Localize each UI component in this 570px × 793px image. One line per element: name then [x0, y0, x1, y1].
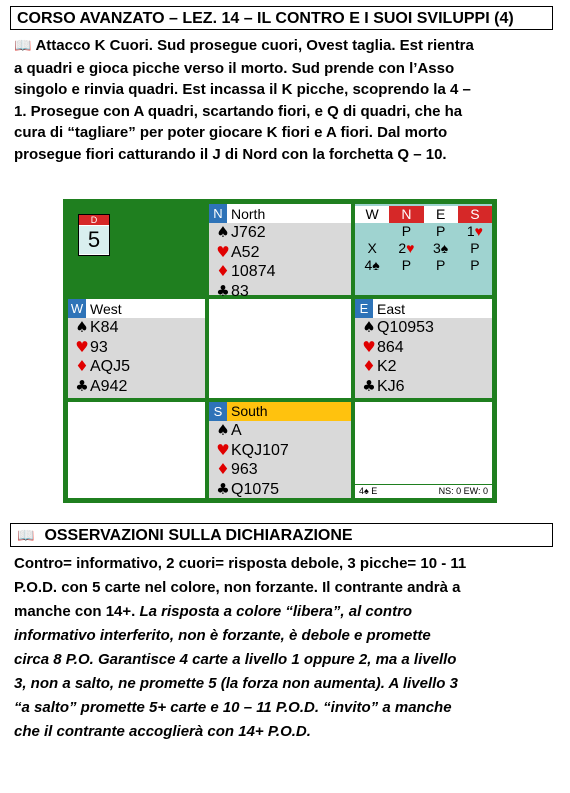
obs-line: manche con 14+. La risposta a colore “libera”, al contro — [14, 603, 413, 620]
west-seat-badge: W — [68, 299, 86, 318]
west-spades: ♠K84 — [75, 318, 119, 336]
diamond-icon: ♦ — [362, 357, 376, 375]
heart-icon: ♥ — [216, 242, 230, 261]
south-spades: ♠A — [216, 421, 242, 439]
diamond-icon: ♦ — [216, 460, 230, 478]
play-description — [14, 35, 559, 165]
bridge-diagram — [63, 199, 497, 503]
east-name: East — [377, 300, 406, 317]
east-seat-badge: E — [355, 299, 373, 318]
north-spades: ♠J762 — [216, 223, 266, 241]
dealer-label: D — [79, 215, 109, 225]
south-name: South — [227, 402, 351, 421]
board-number-box — [78, 214, 110, 256]
diamond-icon: ♦ — [216, 262, 230, 280]
play-line: 1. Prosegue con A quadri, scartando fiori, e Q di quadri, che ha — [14, 102, 463, 120]
result-box — [355, 402, 492, 498]
play-line: 📖 Attacco K Cuori. Sud prosegue cuori, Ovest taglia. Est rientra — [14, 35, 559, 58]
play-line: prosegue fiori catturando il J di Nord con la forchetta Q – 10. — [14, 145, 447, 163]
south-hand — [209, 402, 351, 498]
board-number: 5 — [79, 226, 109, 254]
diamond-icon: ♦ — [75, 357, 89, 375]
auction-row: P P 1♥ — [401, 223, 483, 239]
north-seat-badge: N — [209, 204, 227, 223]
book-icon: 📖 — [14, 38, 32, 54]
play-line: singolo e rinvia quadri. Est incassa il K picche, scoprendo la 4 – — [14, 81, 471, 98]
auction-header: W N E S — [355, 206, 492, 223]
north-name: North — [231, 205, 266, 222]
book-icon: 📖 — [17, 528, 35, 544]
spade-icon: ♠ — [216, 223, 230, 241]
south-clubs: ♣Q1075 — [216, 479, 280, 498]
west-hand — [68, 299, 205, 398]
play-line: cura di “tagliare” per poter giocare K fiori e A fiori. Dal morto — [14, 124, 448, 141]
obs-line: che il contrante accoglierà con 14+ P.O.D. — [14, 723, 311, 740]
heart-icon: ♥ — [216, 440, 230, 459]
north-clubs: ♣83 — [216, 281, 249, 300]
west-name: West — [90, 300, 122, 317]
east-hearts: ♥864 — [362, 337, 404, 356]
obs-line: circa 8 P.O. Garantisce 4 carte a livello 1 oppure 2, ma a livello — [14, 651, 457, 668]
obs-line: Contro= informativo, 2 cuori= risposta debole, 3 picche= 10 - 11 — [14, 555, 467, 572]
play-line: a quadri e gioca picche verso il morto. Sud prende con l’Asso — [14, 59, 455, 77]
spade-icon: ♠ — [362, 318, 376, 336]
east-clubs: ♣KJ6 — [362, 376, 405, 395]
obs-line: P.O.D. con 5 carte nel colore, non forzante. Il contrante andrà a — [14, 579, 461, 596]
spade-icon: ♠ — [216, 421, 230, 439]
result-bar — [355, 484, 492, 498]
obs-line: “a salto” promette 5+ carte e 10 – 11 P.O.D. “invito” a manche — [14, 699, 452, 716]
lesson-title: CORSO AVANZATO – LEZ. 14 – IL CONTRO E I SUOI SVILUPPI (4) — [10, 6, 553, 30]
auction-row: X 2♥ 3♠ P — [367, 240, 480, 256]
south-diamonds: ♦963 — [216, 460, 258, 478]
observations-text — [14, 552, 559, 744]
west-diamonds: ♦AQJ5 — [75, 357, 131, 375]
east-diamonds: ♦K2 — [362, 357, 397, 375]
north-hand — [209, 204, 351, 300]
east-hand — [355, 299, 492, 398]
board-info — [68, 204, 205, 295]
section-observations-title: 📖 OSSERVAZIONI SULLA DICHIARAZIONE — [10, 523, 553, 547]
auction-row: 4♠ P P P — [364, 257, 480, 273]
north-diamonds: ♦10874 — [216, 262, 276, 280]
auction-table — [355, 204, 492, 295]
club-icon: ♣ — [216, 479, 230, 498]
club-icon: ♣ — [362, 376, 376, 395]
spade-icon: ♠ — [75, 318, 89, 336]
table-center — [209, 299, 351, 398]
club-icon: ♣ — [75, 376, 89, 395]
west-clubs: ♣A942 — [75, 376, 128, 395]
south-hearts: ♥KQJ107 — [216, 440, 289, 459]
south-seat-badge: S — [209, 402, 227, 421]
final-contract: 4♠ E — [359, 486, 378, 496]
empty-corner — [68, 402, 205, 498]
obs-line: 3, non a salto, ne promette 5 (la forza non aumenta). A livello 3 — [14, 675, 458, 692]
north-hearts: ♥A52 — [216, 242, 260, 261]
obs-line: informativo interferito, non è forzante, è debole e promette — [14, 627, 431, 644]
heart-icon: ♥ — [362, 337, 376, 356]
heart-icon: ♥ — [75, 337, 89, 356]
west-hearts: ♥93 — [75, 337, 108, 356]
club-icon: ♣ — [216, 281, 230, 300]
east-spades: ♠Q10953 — [362, 318, 434, 336]
score: NS: 0 EW: 0 — [438, 486, 488, 496]
